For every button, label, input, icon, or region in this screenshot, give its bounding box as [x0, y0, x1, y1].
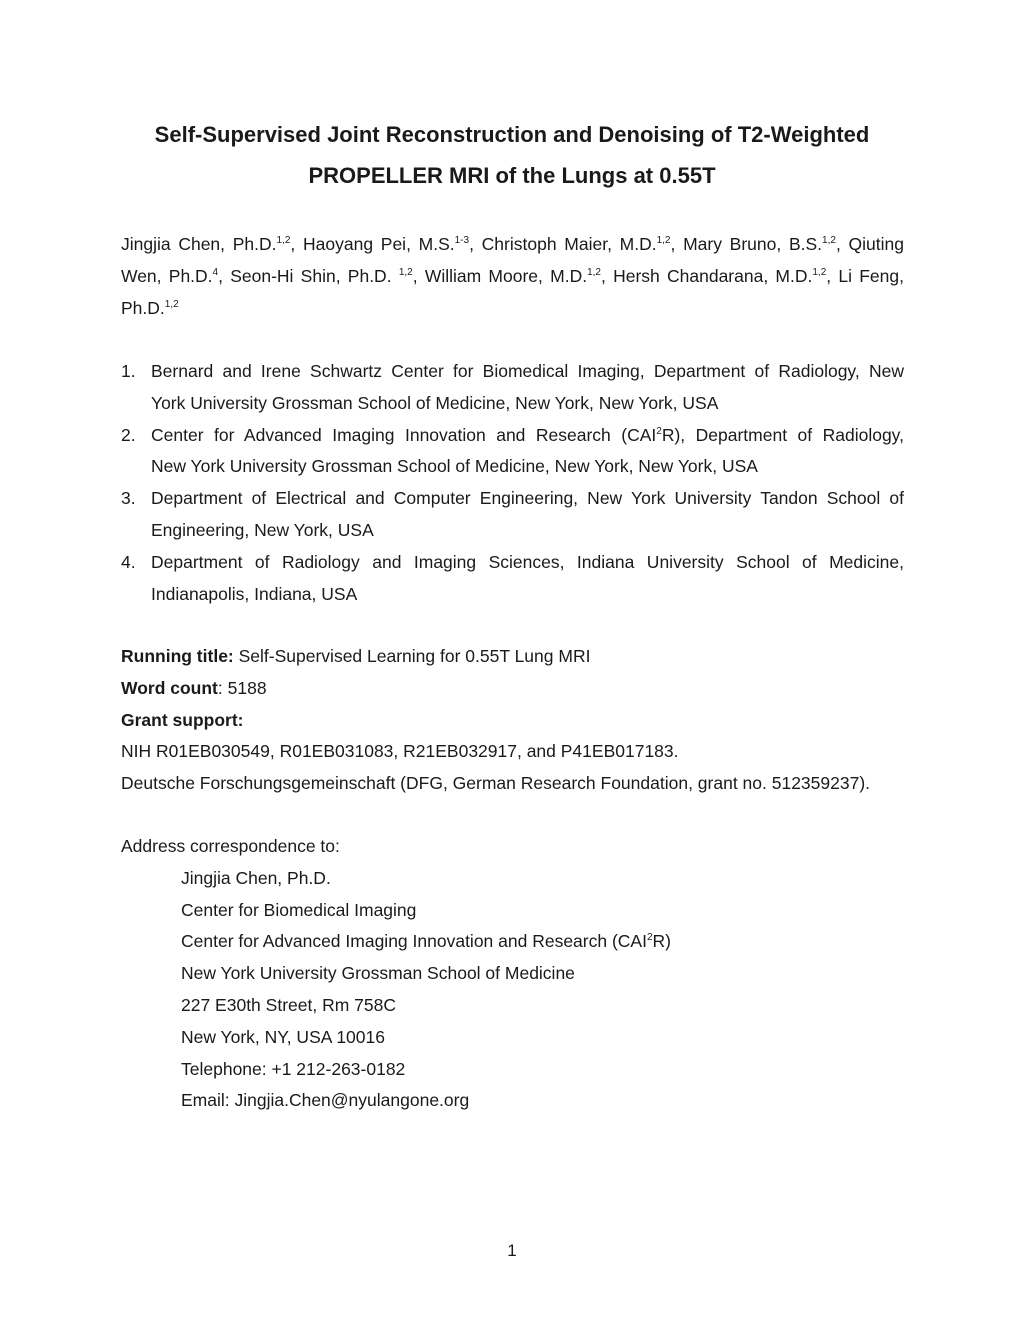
author-superscript: 1,2: [822, 235, 836, 247]
author-text: Jingjia Chen, Ph.D.: [121, 234, 277, 254]
affiliation-number: 4.: [121, 551, 136, 572]
affiliation-item: [121, 420, 904, 484]
affiliation-line: Indianapolis, Indiana, USA: [151, 583, 358, 604]
affiliation-line: Bernard and Irene Schwartz Center for Biomedical Imaging, Department of Radiology, New: [151, 361, 904, 381]
correspondence-org: Center for Biomedical Imaging: [181, 899, 417, 920]
affiliation-line: Department of Electrical and Computer Engineering, New York University Tandon School of: [151, 488, 904, 509]
correspondence-address: [121, 831, 671, 1117]
manuscript-metadata: [121, 641, 921, 800]
author-text: , Seon-Hi Shin, Ph.D.: [218, 266, 399, 286]
running-title-row: [121, 641, 921, 673]
affiliation-list: [121, 356, 904, 610]
affiliation-number: 3.: [121, 488, 136, 509]
author-text: , Mary Bruno, B.S.: [670, 234, 823, 254]
author-line-3: [121, 292, 904, 324]
author-text: , Haoyang Pei, M.S.: [290, 234, 455, 254]
affiliation-item: [121, 483, 904, 547]
affiliation-item: [121, 356, 904, 420]
author-superscript: 1,2: [398, 267, 413, 279]
author-list: [121, 228, 904, 324]
grant-dfg: Deutsche Forschungsgemeinschaft (DFG, German Research Foundation, grant no. 512359237).: [121, 773, 871, 794]
correspondence-street: 227 E30th Street, Rm 758C: [181, 994, 396, 1015]
affiliation-text: R), Department of Radiology,: [661, 424, 904, 445]
correspondence-org-text: R): [652, 931, 671, 952]
affiliation-line: New York University Grossman School of Medicine, New York, New York, USA: [151, 456, 758, 477]
page-number: 1: [507, 1241, 517, 1260]
running-title-value: Self-Supervised Learning for 0.55T Lung MRI: [233, 646, 591, 666]
affiliation-text: Center for Advanced Imaging Innovation and Research (CAI: [151, 424, 657, 445]
author-text: , William Moore, M.D.: [412, 266, 588, 286]
word-count-row: [121, 673, 921, 705]
correspondence-heading: Address correspondence to:: [121, 836, 340, 856]
affiliation-line: Department of Radiology and Imaging Sciences, Indiana University School of Medicine,: [151, 551, 904, 572]
author-text: , Qiuting: [835, 234, 904, 254]
author-superscript: 1,2: [812, 267, 827, 279]
title-line-1: Self-Supervised Joint Reconstruction and Denoising of T2-Weighted: [154, 122, 870, 147]
author-text: Ph.D.: [121, 298, 165, 318]
author-text: , Hersh Chandarana, M.D.: [600, 266, 813, 286]
affiliation-line: Engineering, New York, USA: [151, 519, 374, 540]
running-title-label: Running title:: [121, 646, 234, 666]
author-superscript: 1,2: [276, 235, 291, 247]
correspondence-email[interactable]: Email: Jingjia.Chen@nyulangone.org: [181, 1090, 470, 1111]
author-text: , Christoph Maier, M.D.: [469, 234, 657, 254]
affiliation-number: 2.: [121, 424, 136, 445]
correspondence-org-text: Center for Advanced Imaging Innovation and Research (CAI: [181, 931, 647, 952]
author-superscript: 1-3: [454, 235, 470, 247]
affiliation-line: York University Grossman School of Medicine, New York, New York, USA: [151, 392, 719, 413]
grant-nih: NIH R01EB030549, R01EB031083, R21EB032917, and P41EB017183.: [121, 741, 679, 762]
word-count-label: Word count: [121, 677, 218, 698]
affiliation-superscript: 2: [656, 425, 662, 437]
author-text: , Li Feng,: [826, 266, 904, 286]
correspondence-phone: Telephone: +1 212-263-0182: [181, 1058, 406, 1079]
title-line-2: PROPELLER MRI of the Lungs at 0.55T: [308, 163, 716, 188]
correspondence-name: Jingjia Chen, Ph.D.: [181, 867, 331, 888]
correspondence-org: [121, 926, 671, 958]
author-line-2: [121, 260, 904, 292]
author-superscript: 1,2: [164, 299, 179, 311]
author-superscript: 1,2: [656, 235, 671, 247]
author-text: Wen, Ph.D.: [121, 266, 213, 286]
word-count-value: : 5188: [217, 677, 267, 698]
correspondence-org: New York University Grossman School of Medicine: [181, 963, 575, 984]
affiliation-line: [151, 420, 904, 452]
affiliation-item: [121, 547, 904, 611]
correspondence-city: New York, NY, USA 10016: [181, 1026, 385, 1047]
correspondence-superscript: 2: [646, 932, 653, 944]
paper-title: [110, 114, 914, 196]
affiliation-number: 1.: [121, 361, 136, 381]
grant-support-label: Grant support:: [121, 709, 244, 730]
author-line-1: [121, 228, 904, 260]
author-superscript: 4: [212, 267, 219, 279]
author-superscript: 1,2: [587, 267, 601, 279]
